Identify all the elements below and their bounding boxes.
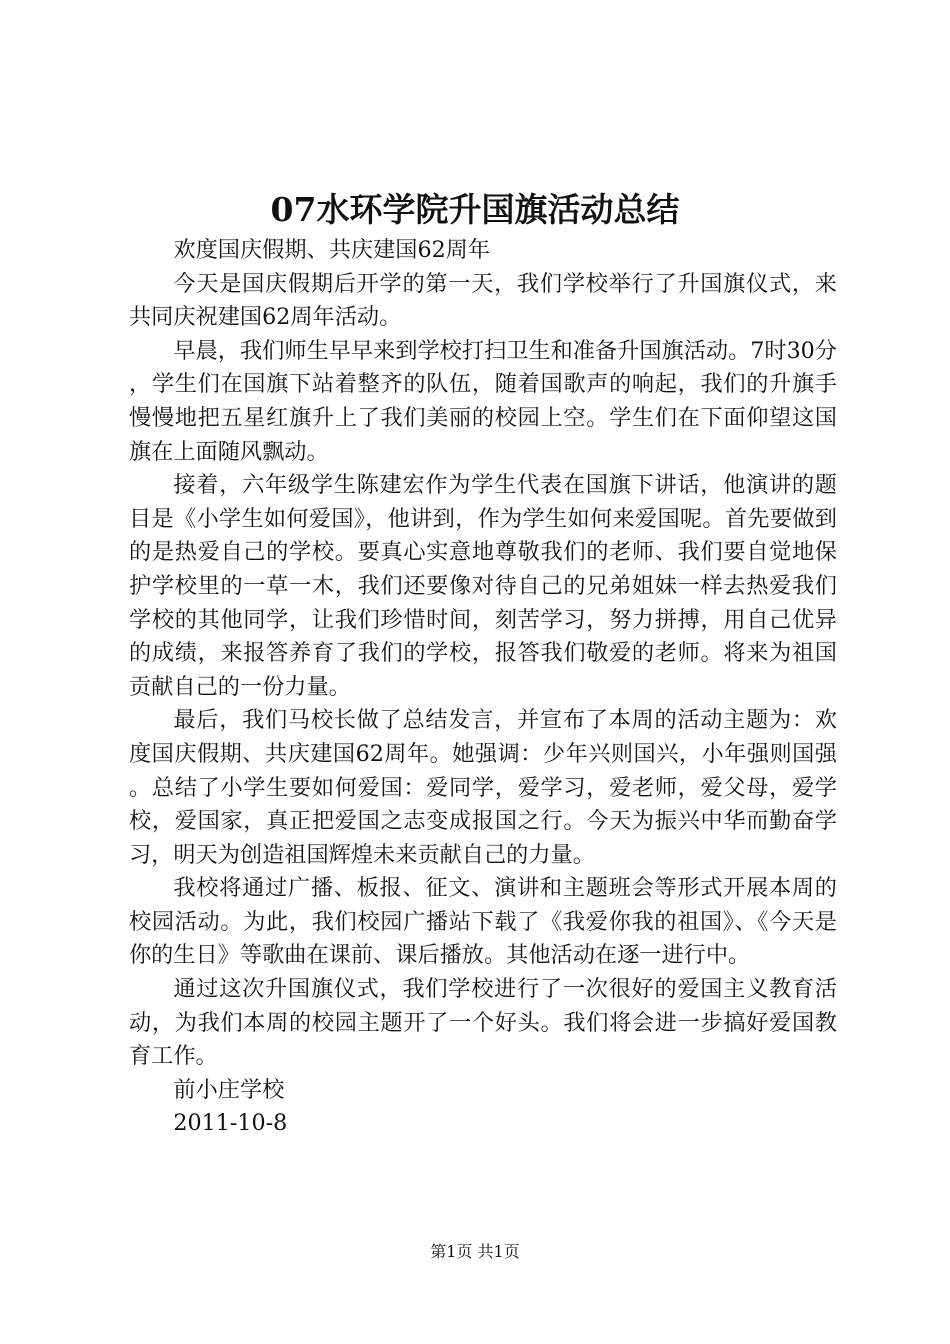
document-title: 07水环学院升国旗活动总结 xyxy=(270,190,680,229)
paragraph: 我校将通过广播、板报、征文、演讲和主题班会等形式开展本周的校园活动。为此，我们校园广播站下载了《我爱你我的祖国》、《今天是你的生日》等歌曲在课前、课后播放。其他活动在逐一进行中。 xyxy=(129,875,837,969)
paragraph: 最后，我们马校长做了总结发言，并宣布了本周的活动主题为：欢度国庆假期、共庆建国62周年。她强调：少年兴则国兴，小年强则国强。总结了小学生要如何爱国：爱同学，爱学习，爱老师，爱父母，爱学校，爱国家，真正把爱国之志变成报国之行。今天为振兴中华而勤奋学习，明天为创造祖国辉煌未来贡献自己的力量。 xyxy=(129,707,837,868)
paragraph: 通过这次升国旗仪式，我们学校进行了一次很好的爱国主义教育活动，为我们本周的校园主题开了一个好头。我们将会进一步搞好爱国教育工作。 xyxy=(129,976,837,1070)
page-footer: 第1页 共1页 xyxy=(430,1242,520,1261)
paragraph: 早晨，我们师生早早来到学校打扫卫生和准备升国旗活动。7时30分，学生们在国旗下站着整齐的队伍，随着国歌声的响起，我们的升旗手慢慢地把五星红旗升上了我们美丽的校园上空。学生们在下面仰望这国旗在上面随风飘动。 xyxy=(129,337,837,465)
signature: 前小庄学校 xyxy=(173,1076,285,1103)
document-body xyxy=(129,234,837,1141)
paragraph: 今天是国庆假期后开学的第一天，我们学校举行了升国旗仪式，来共同庆祝建国62周年活动。 xyxy=(129,270,837,331)
subtitle-line: 欢度国庆假期、共庆建国62周年 xyxy=(173,237,491,263)
document-date: 2011-10-8 xyxy=(173,1110,288,1137)
paragraph: 接着，六年级学生陈建宏作为学生代表在国旗下讲话，他演讲的题目是《小学生如何爱国》，他讲到，作为学生如何来爱国呢。首先要做到的是热爱自己的学校。要真心实意地尊敬我们的老师、我们要自觉地保护学校里的一草一木，我们还要像对待自己的兄弟姐妹一样去热爱我们学校的其他同学，让我们珍惜时间，刻苦学习，努力拼搏，用自己优异的成绩，来报答养育了我们的学校，报答我们敬爱的老师。将来为祖国贡献自己的一份力量。 xyxy=(129,472,837,700)
